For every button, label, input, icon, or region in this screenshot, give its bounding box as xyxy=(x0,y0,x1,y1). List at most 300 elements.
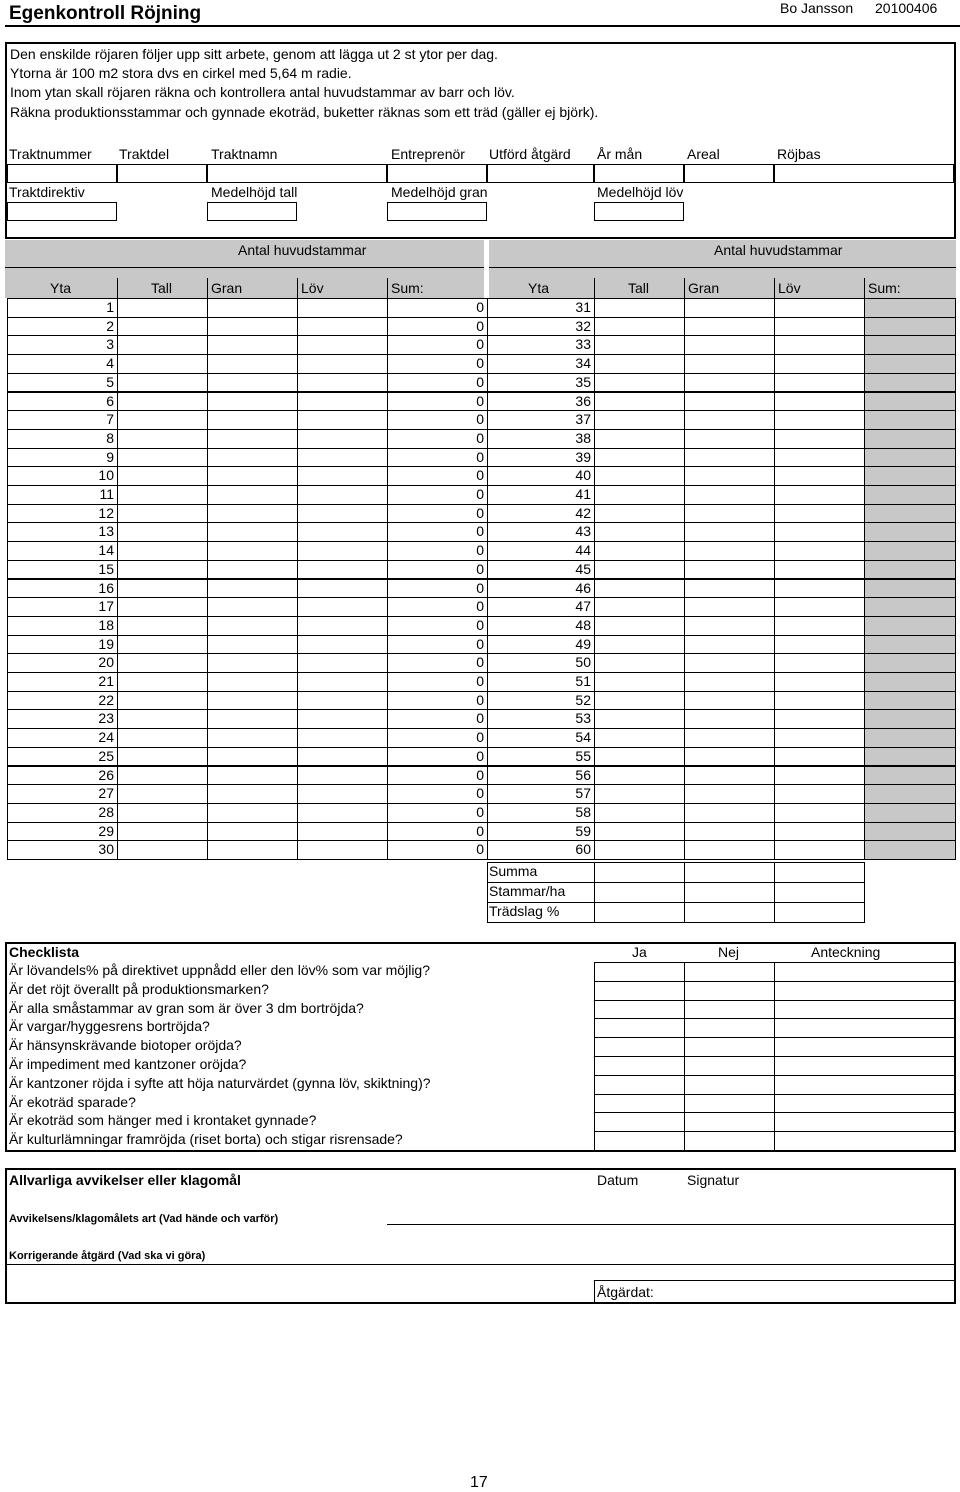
tall-count-input-right[interactable] xyxy=(594,579,685,599)
tall-count-input-right[interactable] xyxy=(594,803,685,823)
lov-count-input[interactable] xyxy=(297,672,388,692)
tall-count-input-right[interactable] xyxy=(594,616,685,636)
tall-count-input-right[interactable] xyxy=(594,410,685,430)
col-divider xyxy=(774,278,775,298)
gran-count-input-right[interactable] xyxy=(684,317,775,337)
tall-count-input-right[interactable] xyxy=(594,691,685,711)
medelhojd-tall-field[interactable] xyxy=(207,202,297,221)
gran-count-input[interactable] xyxy=(207,691,298,711)
sum-value: 0 xyxy=(387,410,488,430)
tall-count-input[interactable] xyxy=(117,448,208,468)
gran-count-input-right[interactable] xyxy=(684,672,775,692)
group-separator xyxy=(484,240,489,300)
yta-number: 24 xyxy=(7,728,118,748)
yta-number: 6 xyxy=(7,392,118,412)
lov-count-input-right[interactable] xyxy=(774,747,865,767)
tall-count-input[interactable] xyxy=(117,466,208,486)
yta-number-right: 34 xyxy=(487,354,595,374)
lov-count-input-right[interactable] xyxy=(774,766,865,786)
gran-count-input[interactable] xyxy=(207,429,298,449)
summary-label-cell xyxy=(487,902,595,923)
summary-summa: Summa xyxy=(489,863,538,879)
tall-count-input-right[interactable] xyxy=(594,335,685,355)
lov-count-input-right[interactable] xyxy=(774,522,865,542)
lov-count-input-right[interactable] xyxy=(774,822,865,842)
gran-count-input[interactable] xyxy=(207,803,298,823)
tall-count-input-right[interactable] xyxy=(594,840,685,860)
tall-count-input[interactable] xyxy=(117,579,208,599)
checklist-question: Är kulturlämningar framröjda (riset borta) och stigar risrensade? xyxy=(9,1131,403,1148)
gran-count-input-right[interactable] xyxy=(684,429,775,449)
tall-count-input[interactable] xyxy=(117,298,208,318)
checklist-col-nej: Nej xyxy=(718,944,740,960)
sum-value-right xyxy=(864,822,956,842)
gran-count-input[interactable] xyxy=(207,485,298,505)
summary-value-input[interactable] xyxy=(594,882,685,903)
gran-count-input-right[interactable] xyxy=(684,448,775,468)
tall-count-input[interactable] xyxy=(117,784,208,804)
tall-count-input[interactable] xyxy=(117,709,208,729)
tall-count-input[interactable] xyxy=(117,410,208,430)
nej-checkbox[interactable] xyxy=(684,1037,775,1057)
yta-number: 20 xyxy=(7,653,118,673)
lov-count-input-right[interactable] xyxy=(774,410,865,430)
gran-count-input-right[interactable] xyxy=(684,784,775,804)
sum-value: 0 xyxy=(387,747,488,767)
tall-count-input-right[interactable] xyxy=(594,317,685,337)
gran-count-input[interactable] xyxy=(207,541,298,561)
lov-count-input-right[interactable] xyxy=(774,653,865,673)
yta-number: 15 xyxy=(7,560,118,580)
gran-count-input-right[interactable] xyxy=(684,579,775,599)
gran-count-input-right[interactable] xyxy=(684,504,775,524)
gran-count-input[interactable] xyxy=(207,822,298,842)
summary-value-input[interactable] xyxy=(774,882,865,903)
gran-count-input-right[interactable] xyxy=(684,709,775,729)
tall-count-input-right[interactable] xyxy=(594,354,685,374)
yta-number: 23 xyxy=(7,709,118,729)
summary-value-input[interactable] xyxy=(684,862,775,883)
gran-count-input[interactable] xyxy=(207,709,298,729)
lov-count-input[interactable] xyxy=(297,392,388,412)
lov-count-input[interactable] xyxy=(297,317,388,337)
traktnummer-field[interactable] xyxy=(7,164,117,183)
lov-count-input[interactable] xyxy=(297,597,388,617)
tall-count-input-right[interactable] xyxy=(594,298,685,318)
tall-count-input[interactable] xyxy=(117,653,208,673)
lov-count-input[interactable] xyxy=(297,485,388,505)
label-medelhojd-lov: Medelhöjd löv xyxy=(597,184,684,200)
nej-checkbox[interactable] xyxy=(684,962,775,982)
gran-count-input-right[interactable] xyxy=(684,485,775,505)
lov-count-input[interactable] xyxy=(297,579,388,599)
col-divider xyxy=(117,278,118,298)
lov-count-input-right[interactable] xyxy=(774,691,865,711)
gran-count-input-right[interactable] xyxy=(684,616,775,636)
lov-count-input-right[interactable] xyxy=(774,485,865,505)
sum-value-right xyxy=(864,709,956,729)
yta-number: 27 xyxy=(7,784,118,804)
tall-count-input[interactable] xyxy=(117,522,208,542)
gran-count-input[interactable] xyxy=(207,597,298,617)
gran-count-input-right[interactable] xyxy=(684,392,775,412)
entreprenor-field[interactable] xyxy=(387,164,487,183)
sum-value-right xyxy=(864,840,956,860)
sum-value-right xyxy=(864,616,956,636)
lov-count-input[interactable] xyxy=(297,410,388,430)
yta-number-right: 38 xyxy=(487,429,595,449)
gran-count-input-right[interactable] xyxy=(684,522,775,542)
lov-count-input[interactable] xyxy=(297,766,388,786)
gran-count-input[interactable] xyxy=(207,635,298,655)
gran-count-input[interactable] xyxy=(207,653,298,673)
label-utford-atgard: Utförd åtgärd xyxy=(489,146,571,162)
note-input[interactable] xyxy=(774,1037,955,1057)
ja-checkbox[interactable] xyxy=(594,1094,685,1114)
rojbas-field[interactable] xyxy=(774,164,954,183)
yta-number-right: 41 xyxy=(487,485,595,505)
gran-count-input-right[interactable] xyxy=(684,466,775,486)
lov-count-input[interactable] xyxy=(297,354,388,374)
tall-count-input[interactable] xyxy=(117,616,208,636)
lov-count-input-right[interactable] xyxy=(774,298,865,318)
lov-count-input[interactable] xyxy=(297,541,388,561)
tall-count-input-right[interactable] xyxy=(594,822,685,842)
lov-count-input-right[interactable] xyxy=(774,448,865,468)
medelhojd-gran-field[interactable] xyxy=(387,202,487,221)
gran-count-input-right[interactable] xyxy=(684,597,775,617)
gran-count-input[interactable] xyxy=(207,728,298,748)
lov-count-input[interactable] xyxy=(297,635,388,655)
tall-count-input[interactable] xyxy=(117,635,208,655)
lov-count-input-right[interactable] xyxy=(774,317,865,337)
gran-count-input[interactable] xyxy=(207,840,298,860)
yta-number: 25 xyxy=(7,747,118,767)
yta-number: 3 xyxy=(7,335,118,355)
note-input[interactable] xyxy=(774,1075,955,1095)
tall-count-input-right[interactable] xyxy=(594,766,685,786)
checklist-question: Är ekoträd som hänger med i krontaket gynnade? xyxy=(9,1112,317,1129)
nej-checkbox[interactable] xyxy=(684,1018,775,1038)
gran-count-input-right[interactable] xyxy=(684,635,775,655)
gran-count-input-right[interactable] xyxy=(684,298,775,318)
gran-count-input[interactable] xyxy=(207,410,298,430)
tall-count-input-right[interactable] xyxy=(594,448,685,468)
yta-number-right: 55 xyxy=(487,747,595,767)
lov-count-input[interactable] xyxy=(297,653,388,673)
sum-value: 0 xyxy=(387,653,488,673)
note-input[interactable] xyxy=(774,1094,955,1114)
lov-count-input-right[interactable] xyxy=(774,803,865,823)
tall-count-input[interactable] xyxy=(117,822,208,842)
nej-checkbox[interactable] xyxy=(684,1094,775,1114)
deviation-kind-line[interactable] xyxy=(387,1224,954,1225)
gran-count-input-right[interactable] xyxy=(684,728,775,748)
yta-number-right: 45 xyxy=(487,560,595,580)
ja-checkbox[interactable] xyxy=(594,1037,685,1057)
checklist-title: Checklista xyxy=(9,944,80,960)
lov-count-input[interactable] xyxy=(297,840,388,860)
lov-count-input[interactable] xyxy=(297,466,388,486)
tall-count-input-right[interactable] xyxy=(594,373,685,393)
ja-checkbox[interactable] xyxy=(594,1018,685,1038)
lov-count-input[interactable] xyxy=(297,335,388,355)
yta-number: 21 xyxy=(7,672,118,692)
gran-count-input[interactable] xyxy=(207,747,298,767)
yta-number: 18 xyxy=(7,616,118,636)
note-input[interactable] xyxy=(774,981,955,1001)
tall-count-input-right[interactable] xyxy=(594,522,685,542)
tall-count-input[interactable] xyxy=(117,504,208,524)
lov-count-input[interactable] xyxy=(297,784,388,804)
tall-count-input[interactable] xyxy=(117,747,208,767)
ja-checkbox[interactable] xyxy=(594,1000,685,1020)
nej-checkbox[interactable] xyxy=(684,1075,775,1095)
lov-count-input[interactable] xyxy=(297,728,388,748)
tall-count-input-right[interactable] xyxy=(594,466,685,486)
yta-number-right: 51 xyxy=(487,672,595,692)
sum-value-right xyxy=(864,504,956,524)
note-input[interactable] xyxy=(774,1131,955,1151)
note-input[interactable] xyxy=(774,1056,955,1076)
lov-count-input[interactable] xyxy=(297,522,388,542)
gran-count-input[interactable] xyxy=(207,579,298,599)
tall-count-input[interactable] xyxy=(117,429,208,449)
tall-count-input-right[interactable] xyxy=(594,597,685,617)
summary-value-input[interactable] xyxy=(594,862,685,883)
gran-count-input[interactable] xyxy=(207,354,298,374)
note-input[interactable] xyxy=(774,1112,955,1132)
sum-value-right xyxy=(864,429,956,449)
lov-count-input-right[interactable] xyxy=(774,597,865,617)
tall-count-input-right[interactable] xyxy=(594,429,685,449)
gran-count-input[interactable] xyxy=(207,448,298,468)
col-divider xyxy=(297,278,298,298)
ja-checkbox[interactable] xyxy=(594,981,685,1001)
ja-checkbox[interactable] xyxy=(594,1056,685,1076)
gran-count-input[interactable] xyxy=(207,504,298,524)
header-divider xyxy=(5,25,960,27)
gran-count-input-right[interactable] xyxy=(684,354,775,374)
yta-number: 12 xyxy=(7,504,118,524)
tall-count-input[interactable] xyxy=(117,803,208,823)
lov-count-input-right[interactable] xyxy=(774,504,865,524)
tall-count-input-right[interactable] xyxy=(594,728,685,748)
deviations-section xyxy=(5,1168,956,1304)
note-input[interactable] xyxy=(774,1018,955,1038)
lov-count-input[interactable] xyxy=(297,560,388,580)
lov-count-input-right[interactable] xyxy=(774,354,865,374)
gran-count-input-right[interactable] xyxy=(684,560,775,580)
sum-value: 0 xyxy=(387,766,488,786)
sum-value-right xyxy=(864,410,956,430)
gran-count-input-right[interactable] xyxy=(684,747,775,767)
checklist-question: Är alla småstammar av gran som är över 3 dm bortröjda? xyxy=(9,999,364,1016)
tall-count-input[interactable] xyxy=(117,728,208,748)
tall-count-input[interactable] xyxy=(117,541,208,561)
summary-stammar-ha: Stammar/ha xyxy=(489,883,566,899)
utford-atgard-field[interactable] xyxy=(487,164,594,183)
lov-count-input[interactable] xyxy=(297,429,388,449)
tall-count-input-right[interactable] xyxy=(594,560,685,580)
gran-count-input[interactable] xyxy=(207,392,298,412)
lov-count-input[interactable] xyxy=(297,504,388,524)
lov-count-input-right[interactable] xyxy=(774,429,865,449)
nej-checkbox[interactable] xyxy=(684,1131,775,1151)
tall-count-input-right[interactable] xyxy=(594,747,685,767)
lov-count-input-right[interactable] xyxy=(774,616,865,636)
lov-count-input-right[interactable] xyxy=(774,373,865,393)
tall-count-input[interactable] xyxy=(117,317,208,337)
traktdirektiv-field[interactable] xyxy=(7,202,117,221)
gran-count-input-right[interactable] xyxy=(684,822,775,842)
author-name: Bo Jansson xyxy=(780,0,854,16)
sum-value-right xyxy=(864,597,956,617)
lov-count-input[interactable] xyxy=(297,709,388,729)
nej-checkbox[interactable] xyxy=(684,981,775,1001)
lov-count-input[interactable] xyxy=(297,691,388,711)
tall-count-input[interactable] xyxy=(117,840,208,860)
tall-count-input-right[interactable] xyxy=(594,709,685,729)
gran-count-input[interactable] xyxy=(207,672,298,692)
lov-count-input-right[interactable] xyxy=(774,466,865,486)
gran-count-input[interactable] xyxy=(207,522,298,542)
sum-value-right xyxy=(864,392,956,412)
lov-count-input-right[interactable] xyxy=(774,784,865,804)
summary-value-input[interactable] xyxy=(594,902,685,923)
traktdel-field[interactable] xyxy=(117,164,207,183)
ja-checkbox[interactable] xyxy=(594,1075,685,1095)
yta-number-right: 53 xyxy=(487,709,595,729)
tall-count-input-right[interactable] xyxy=(594,541,685,561)
tall-count-input-right[interactable] xyxy=(594,504,685,524)
gran-count-input-right[interactable] xyxy=(684,653,775,673)
tall-count-input-right[interactable] xyxy=(594,635,685,655)
lov-count-input-right[interactable] xyxy=(774,672,865,692)
ja-checkbox[interactable] xyxy=(594,1112,685,1132)
label-traktnummer: Traktnummer xyxy=(9,146,92,162)
nej-checkbox[interactable] xyxy=(684,1112,775,1132)
tall-count-input[interactable] xyxy=(117,691,208,711)
gran-count-input-right[interactable] xyxy=(684,691,775,711)
gran-count-input-right[interactable] xyxy=(684,840,775,860)
nej-checkbox[interactable] xyxy=(684,1056,775,1076)
gran-count-input[interactable] xyxy=(207,373,298,393)
gran-count-input[interactable] xyxy=(207,317,298,337)
deviations-datum: Datum xyxy=(597,1172,639,1188)
gran-count-input-right[interactable] xyxy=(684,373,775,393)
yta-number-right: 39 xyxy=(487,448,595,468)
lov-count-input-right[interactable] xyxy=(774,635,865,655)
tall-count-input[interactable] xyxy=(117,672,208,692)
sum-value: 0 xyxy=(387,317,488,337)
tall-count-input-right[interactable] xyxy=(594,485,685,505)
tall-count-input[interactable] xyxy=(117,392,208,412)
sum-value-right xyxy=(864,298,956,318)
gran-count-input[interactable] xyxy=(207,560,298,580)
lov-count-input-right[interactable] xyxy=(774,840,865,860)
lov-count-input-right[interactable] xyxy=(774,709,865,729)
lov-count-input[interactable] xyxy=(297,616,388,636)
tall-count-input[interactable] xyxy=(117,597,208,617)
medelhojd-lov-field[interactable] xyxy=(594,202,684,221)
label-traktdirektiv: Traktdirektiv xyxy=(9,184,85,200)
note-input[interactable] xyxy=(774,962,955,982)
tall-count-input[interactable] xyxy=(117,335,208,355)
ar-man-field[interactable] xyxy=(594,164,684,183)
summary-value-input[interactable] xyxy=(684,882,775,903)
lov-count-input[interactable] xyxy=(297,373,388,393)
tall-count-input-right[interactable] xyxy=(594,784,685,804)
traktnamn-field[interactable] xyxy=(207,164,387,183)
summary-value-input[interactable] xyxy=(774,902,865,923)
gran-count-input-right[interactable] xyxy=(684,803,775,823)
lov-count-input[interactable] xyxy=(297,298,388,318)
checklist-question: Är vargar/hyggesrens bortröjda? xyxy=(9,1018,210,1035)
page-title: Egenkontroll Röjning xyxy=(9,3,202,24)
tall-count-input[interactable] xyxy=(117,560,208,580)
lov-count-input-right[interactable] xyxy=(774,728,865,748)
gran-count-input-right[interactable] xyxy=(684,766,775,786)
col-divider xyxy=(387,278,388,298)
tall-count-input[interactable] xyxy=(117,373,208,393)
lov-count-input-right[interactable] xyxy=(774,579,865,599)
gran-count-input-right[interactable] xyxy=(684,541,775,561)
tall-count-input[interactable] xyxy=(117,485,208,505)
lov-count-input[interactable] xyxy=(297,803,388,823)
note-input[interactable] xyxy=(774,1000,955,1020)
ja-checkbox[interactable] xyxy=(594,962,685,982)
gran-count-input[interactable] xyxy=(207,335,298,355)
gran-count-input[interactable] xyxy=(207,616,298,636)
ja-checkbox[interactable] xyxy=(594,1131,685,1151)
checklist-question: Är ekoträd sparade? xyxy=(9,1093,136,1110)
sum-value-right xyxy=(864,635,956,655)
lov-count-input-right[interactable] xyxy=(774,560,865,580)
label-rojbas: Röjbas xyxy=(777,146,821,162)
sum-value: 0 xyxy=(387,840,488,860)
lov-count-input-right[interactable] xyxy=(774,541,865,561)
lov-count-input[interactable] xyxy=(297,747,388,767)
sum-value-right xyxy=(864,448,956,468)
yta-number-right: 49 xyxy=(487,635,595,655)
summary-value-input[interactable] xyxy=(684,902,775,923)
sum-value-right xyxy=(864,560,956,580)
col-gran-right: Gran xyxy=(688,280,720,296)
lov-count-input-right[interactable] xyxy=(774,335,865,355)
lov-count-input-right[interactable] xyxy=(774,392,865,412)
gran-count-input[interactable] xyxy=(207,466,298,486)
summary-value-input[interactable] xyxy=(774,862,865,883)
gran-count-input-right[interactable] xyxy=(684,410,775,430)
gran-count-input-right[interactable] xyxy=(684,335,775,355)
tall-count-input[interactable] xyxy=(117,354,208,374)
gran-count-input[interactable] xyxy=(207,784,298,804)
gran-count-input[interactable] xyxy=(207,766,298,786)
tall-count-input-right[interactable] xyxy=(594,653,685,673)
nej-checkbox[interactable] xyxy=(684,1000,775,1020)
deviations-title: Allvarliga avvikelser eller klagomål xyxy=(9,1172,241,1188)
sum-value: 0 xyxy=(387,504,488,524)
tall-count-input[interactable] xyxy=(117,766,208,786)
lov-count-input[interactable] xyxy=(297,822,388,842)
tall-count-input-right[interactable] xyxy=(594,672,685,692)
tall-count-input-right[interactable] xyxy=(594,392,685,412)
lov-count-input[interactable] xyxy=(297,448,388,468)
areal-field[interactable] xyxy=(684,164,774,183)
gran-count-input[interactable] xyxy=(207,298,298,318)
corrective-action-line[interactable] xyxy=(7,1264,954,1265)
